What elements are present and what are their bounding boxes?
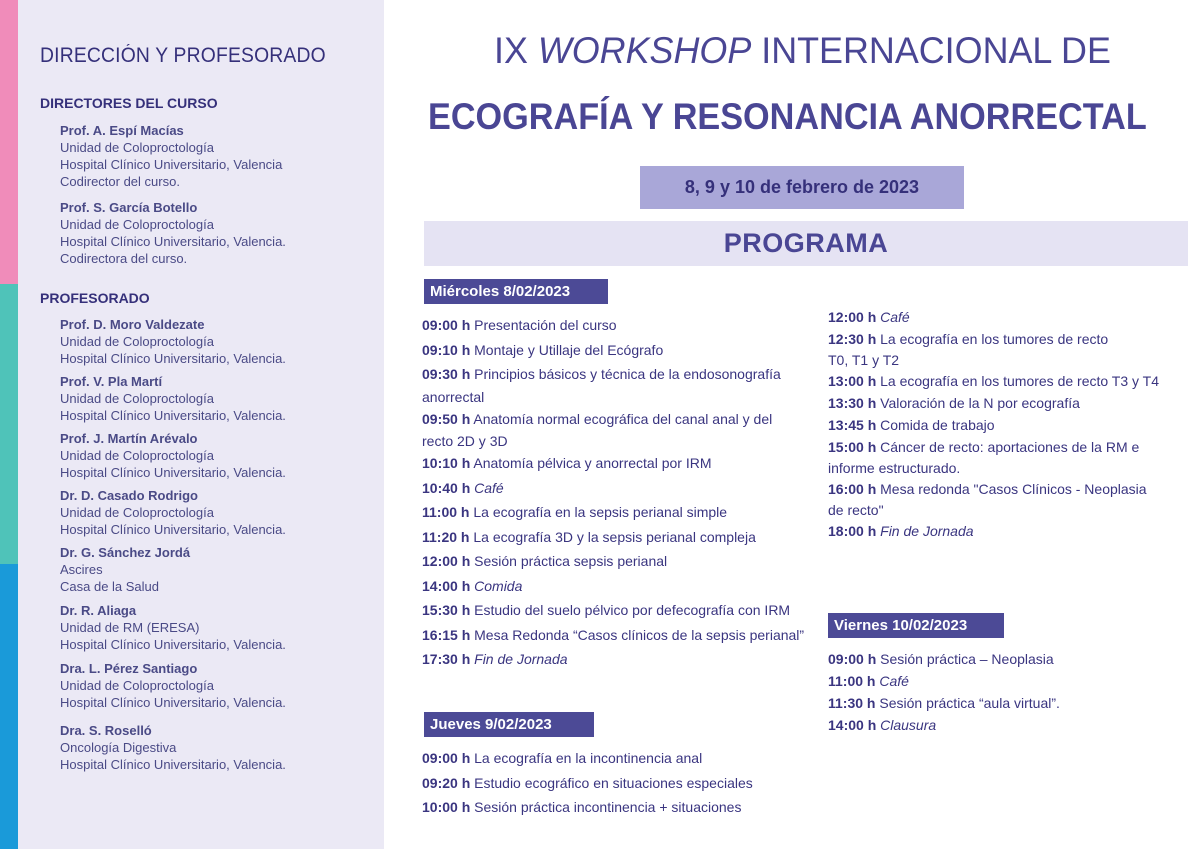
schedule-time: 16:15 h [422,626,471,643]
schedule-time: 09:10 h [422,341,471,358]
schedule-activity-continued: T0, T1 y T2 [828,352,900,368]
schedule-time: 11:00 h [828,673,876,689]
faculty-affiliation: Hospital Clínico Universitario, Valencia. [60,465,286,480]
schedule-time: 13:30 h [828,395,877,411]
schedule-item [828,670,1188,692]
faculty-affiliation: Unidad de RM (ERESA) [60,620,200,635]
blue-stripe [0,564,18,849]
schedule-wednesday [422,313,812,672]
day-label-friday: Viernes 10/02/2023 [828,613,1004,638]
schedule-activity: Principios básicos y técnica de la endosonografía [474,366,781,382]
faculty-affiliation: Unidad de Coloproctología [60,448,214,463]
schedule-time: 13:00 h [828,373,877,389]
schedule-activity-continued: recto 2D y 3D [422,433,508,449]
schedule-item [422,623,812,648]
schedule-time: 18:00 h [828,523,877,539]
schedule-activity: Presentación del curso [474,317,617,333]
teal-stripe [0,284,18,564]
pink-stripe [0,0,18,284]
schedule-item [828,370,1188,392]
schedule-item [422,771,812,796]
schedule-time: 17:30 h [422,651,471,667]
faculty-title: DIRECCIÓN Y PROFESORADO [40,44,326,67]
schedule-item [422,598,812,623]
schedule-activity: La ecografía en la sepsis perianal simple [473,504,728,520]
faculty-affiliation: Unidad de Coloproctología [60,678,214,693]
directors-heading: DIRECTORES DEL CURSO [40,95,218,111]
faculty-affiliation: Codirectora del curso. [60,251,188,266]
day-label-wednesday: Miércoles 8/02/2023 [424,279,608,304]
faculty-name: Dr. D. Casado Rodrigo [60,488,198,503]
faculty-affiliation: Hospital Clínico Universitario, Valencia. [60,695,286,710]
schedule-thursday-continued [828,306,1188,542]
schedule-time: 09:00 h [422,317,471,333]
schedule-time: 16:00 h [828,481,877,497]
schedule-item [422,574,812,599]
schedule-item [828,478,1188,520]
schedule-item [828,648,1188,670]
faculty-name: Dra. S. Roselló [60,723,152,738]
schedule-activity: La ecografía en los tumores de recto T3 y T4 [880,373,1159,389]
schedule-time: 13:45 h [828,417,877,433]
faculty-member [60,199,370,267]
schedule-time: 09:30 h [422,366,471,382]
faculty-member [60,430,370,481]
schedule-item [422,795,812,820]
schedule-activity: Comida de trabajo [880,417,995,433]
faculty-affiliation: Oncología Digestiva [60,740,177,755]
faculty-member [60,544,370,595]
schedule-time: 10:10 h [422,455,471,471]
schedule-time: 10:00 h [422,799,471,815]
schedule-item [422,313,812,338]
schedule-time: 15:30 h [422,602,471,618]
workshop-title: IX WORKSHOP INTERNACIONAL DE [494,30,1111,71]
schedule-activity: Estudio ecográfico en situaciones especiales [474,774,753,791]
faculty-affiliation: Casa de la Salud [60,579,160,594]
faculty-affiliation: Hospital Clínico Universitario, Valencia [60,157,283,172]
schedule-item [422,338,812,363]
schedule-time: 10:40 h [422,479,471,496]
faculty-name: Dr. R. Aliaga [60,603,137,618]
faculty-affiliation: Unidad de Coloproctología [60,217,214,232]
date-banner: 8, 9 y 10 de febrero de 2023 [640,166,964,209]
schedule-activity: Estudio del suelo pélvico por defecografía con IRM [474,602,791,618]
schedule-time: 11:20 h [422,528,470,545]
faculty-affiliation: Hospital Clínico Universitario, Valencia. [60,757,286,772]
faculty-member [60,316,370,367]
schedule-item [828,414,1188,436]
faculty-affiliation: Hospital Clínico Universitario, Valencia. [60,522,286,537]
day-label-thursday: Jueves 9/02/2023 [424,712,594,737]
faculty-member [60,722,370,773]
schedule-activity: Mesa redonda "Casos Clínicos - Neoplasia [880,481,1147,497]
faculty-name: Prof. A. Espí Macías [60,123,184,138]
schedule-activity-continued: informe estructurado. [828,460,961,476]
faculty-affiliation: Unidad de Coloproctología [60,334,214,349]
schedule-activity: Clausura [880,717,937,733]
schedule-item [422,647,812,672]
schedule-activity: Montaje y Utillaje del Ecógrafo [474,341,664,358]
schedule-activity: Comida [474,577,523,594]
schedule-time: 12:30 h [828,331,877,347]
schedule-activity: La ecografía en los tumores de recto [880,331,1109,347]
schedule-activity: Cáncer de recto: aportaciones de la RM e [880,439,1140,455]
faculty-affiliation: Hospital Clínico Universitario, Valencia. [60,637,286,652]
faculty-member [60,122,370,190]
schedule-time: 09:00 h [422,750,471,766]
faculty-name: Prof. V. Pla Martí [60,374,163,389]
schedule-activity: Fin de Jornada [474,651,568,667]
faculty-affiliation: Codirector del curso. [60,174,180,189]
faculty-affiliation: Ascires [60,562,103,577]
schedule-activity: La ecografía en la incontinencia anal [474,750,703,766]
schedule-activity-continued: anorrectal [422,388,485,405]
schedule-activity: Mesa Redonda “Casos clínicos de la sepsis perianal” [474,626,805,643]
schedule-time: 09:50 h [422,410,471,427]
course-title: ECOGRAFÍA Y RESONANCIA ANORRECTAL [428,96,1147,137]
schedule-activity-continued: de recto" [828,502,884,518]
faculty-affiliation: Hospital Clínico Universitario, Valencia. [60,351,286,366]
schedule-activity: Sesión práctica incontinencia + situaciones [474,799,742,815]
schedule-item [422,549,812,574]
schedule-friday [828,648,1188,736]
schedule-activity: Café [879,673,909,689]
schedule-time: 15:00 h [828,439,877,455]
schedule-item [828,392,1188,414]
faculty-affiliation: Unidad de Coloproctología [60,140,214,155]
faculty-member [60,602,370,653]
schedule-activity: La ecografía 3D y la sepsis perianal compleja [473,528,756,545]
faculty-name: Prof. S. García Botello [60,200,198,215]
schedule-thursday [422,746,812,820]
schedule-time: 09:20 h [422,774,471,791]
faculty-member [60,487,370,538]
schedule-item [422,362,812,407]
staff-heading: PROFESORADO [40,290,150,306]
schedule-activity: Café [880,309,910,325]
schedule-activity: Fin de Jornada [880,523,974,539]
schedule-activity: Sesión práctica sepsis perianal [474,553,668,569]
faculty-member [60,660,370,711]
schedule-time: 11:00 h [422,504,470,520]
schedule-item [422,451,812,476]
schedule-activity: Anatomía normal ecográfica del canal anal y del [473,410,773,427]
schedule-time: 14:00 h [828,717,877,733]
faculty-affiliation: Unidad de Coloproctología [60,391,214,406]
schedule-activity: Sesión práctica “aula virtual”. [879,695,1060,711]
schedule-time: 12:00 h [828,309,877,325]
schedule-item [422,476,812,501]
schedule-item [828,436,1188,478]
faculty-name: Prof. D. Moro Valdezate [60,317,205,332]
schedule-time: 12:00 h [422,553,471,569]
faculty-name: Prof. J. Martín Arévalo [60,431,198,446]
schedule-time: 09:00 h [828,651,877,667]
faculty-name: Dr. G. Sánchez Jordá [60,545,191,560]
schedule-activity: Anatomía pélvica y anorrectal por IRM [473,455,712,471]
schedule-activity: Valoración de la N por ecografía [880,395,1080,411]
faculty-member [60,373,370,424]
schedule-item [828,692,1188,714]
schedule-activity: Café [474,479,504,496]
schedule-item [828,306,1188,328]
schedule-item [828,714,1188,736]
schedule-item [422,525,812,550]
faculty-affiliation: Unidad de Coloproctología [60,505,214,520]
schedule-item [422,407,812,452]
schedule-time: 11:30 h [828,695,876,711]
schedule-item [422,746,812,771]
schedule-activity: Sesión práctica – Neoplasia [880,651,1054,667]
faculty-affiliation: Hospital Clínico Universitario, Valencia. [60,408,286,423]
schedule-time: 14:00 h [422,577,471,594]
program-heading: PROGRAMA [424,221,1188,266]
schedule-item [828,520,1188,542]
faculty-name: Dra. L. Pérez Santiago [60,661,198,676]
schedule-item [422,500,812,525]
schedule-item [828,328,1188,370]
faculty-affiliation: Hospital Clínico Universitario, Valencia. [60,234,286,249]
